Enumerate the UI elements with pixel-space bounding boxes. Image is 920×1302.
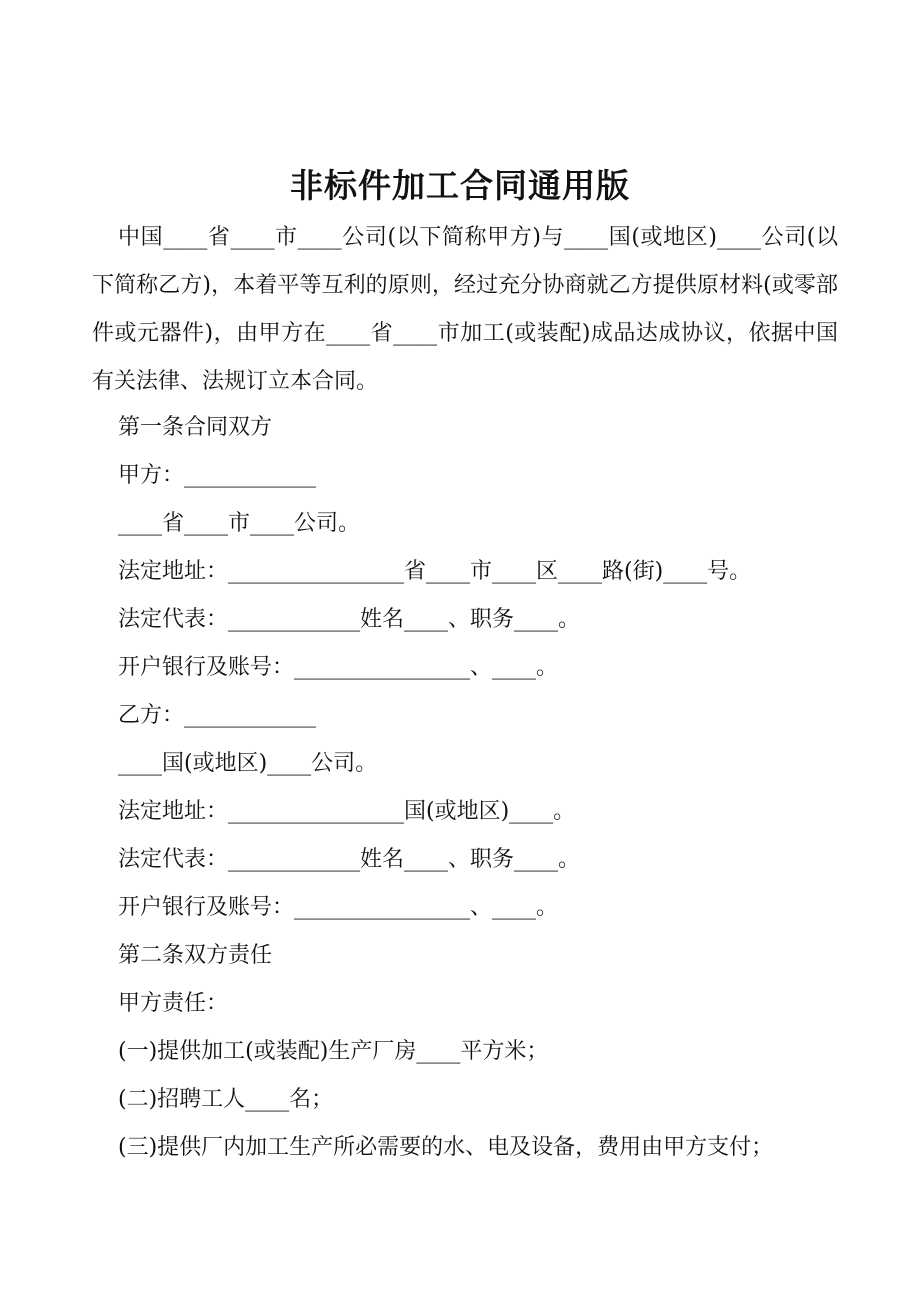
duty-item-1: (一)提供加工(或装配)生产厂房____平方米；	[118, 1039, 549, 1064]
party-a-duties-label: 甲方责任：	[118, 991, 229, 1016]
party-a-address: 法定地址：________________省____市____区____路(街)____号。	[118, 559, 752, 584]
duty-item-3: (三)提供厂内加工生产所必需要的水、电及设备，费用由甲方支付；	[118, 1135, 774, 1160]
party-b-bank-account: 开户银行及账号：________________、____。	[118, 895, 559, 920]
party-a-bank-account: 开户银行及账号：________________、____。	[118, 655, 559, 680]
intro-paragraph: 中国____省____市____公司(以下简称甲方)与____国(或地区)____公司(以下简称乙方)，本着平等互利的原则，经过充分协商就乙方提供原材料(或零部件或元器件)，由甲方在____省____市加工(或装配)成品达成协议，依据中国有关法律、法规订立本合同。	[92, 225, 838, 394]
party-b-representative: 法定代表：____________姓名____、职务____。	[118, 847, 581, 872]
party-b-company: ____国(或地区)____公司。	[118, 751, 378, 776]
party-b-label: 乙方：____________	[118, 703, 317, 728]
party-a-label: 甲方：____________	[118, 463, 317, 488]
clause-1-heading: 第一条合同双方	[118, 415, 273, 440]
party-a-representative: 法定代表：____________姓名____、职务____。	[118, 607, 581, 632]
party-b-address: 法定地址：________________国(或地区)____。	[118, 799, 576, 824]
duty-item-2: (二)招聘工人____名；	[118, 1087, 334, 1112]
clause-2-heading: 第二条双方责任	[118, 943, 273, 968]
party-a-company: ____省____市____公司。	[118, 511, 361, 536]
document-title: 非标件加工合同通用版	[290, 166, 630, 205]
